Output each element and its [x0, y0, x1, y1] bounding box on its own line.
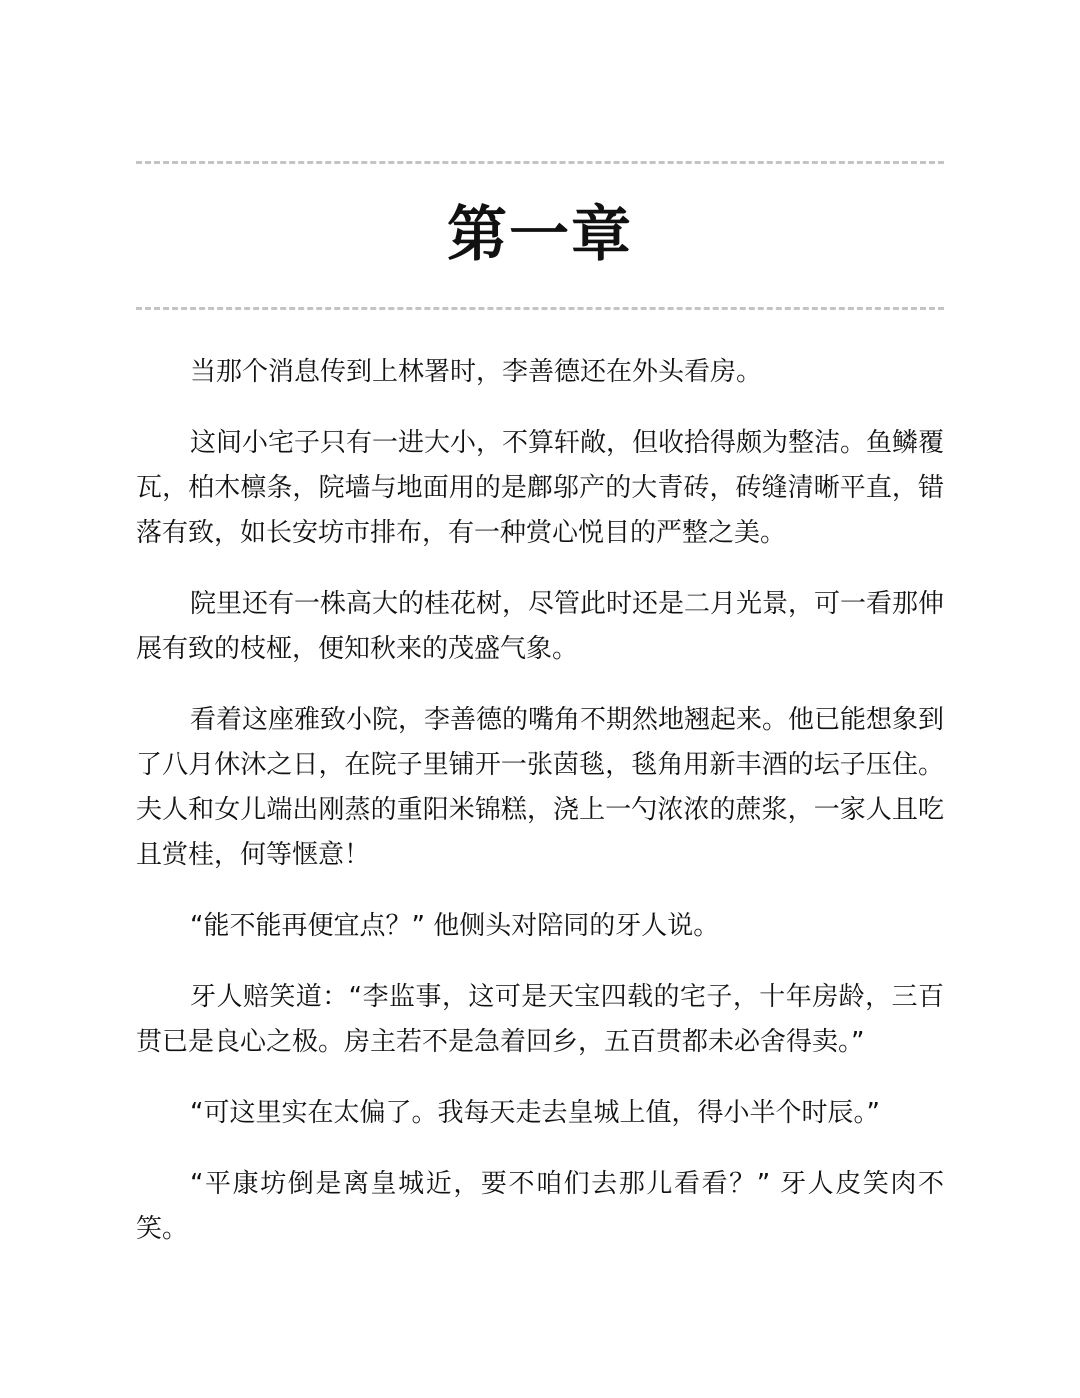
chapter-title: 第一章: [447, 200, 633, 270]
chapter-body: [136, 350, 944, 1278]
paragraph: “可这里实在太偏了。我每天走去皇城上值，得小半个时辰。”: [190, 1098, 880, 1128]
paragraph: “能不能再便宜点？” 他侧头对陪同的牙人说。: [190, 911, 720, 941]
paragraph: 院里还有一株高大的桂花树，尽管此时还是二月光景，可一看那伸展有致的枝桠，便知秋来的茂盛气象。: [136, 589, 945, 664]
bottom-dashed-divider: [136, 307, 944, 310]
paragraph: 看着这座雅致小院，李善德的嘴角不期然地翘起来。他已能想象到了八月休沐之日，在院子里铺开一张茵毯，毯角用新丰酒的坛子压住。夫人和女儿端出刚蒸的重阳米锦糕，浇上一勺浓浓的蔗浆，一家人且吃且赏桂，何等惬意！: [136, 705, 945, 870]
top-dashed-divider: [136, 161, 944, 164]
paragraph: 这间小宅子只有一进大小，不算轩敞，但收拾得颇为整洁。鱼鳞覆瓦，柏木檩条，院墙与地面用的是鄜邬产的大青砖，砖缝清晰平直，错落有致，如长安坊市排布，有一种赏心悦目的严整之美。: [136, 428, 945, 548]
paragraph: 牙人赔笑道：“李监事，这可是天宝四载的宅子，十年房龄，三百贯已是良心之极。房主若不是急着回乡，五百贯都未必舍得卖。”: [136, 982, 944, 1057]
paragraph: “平康坊倒是离皇城近，要不咱们去那儿看看？” 牙人皮笑肉不笑。: [136, 1169, 944, 1244]
paragraph: 当那个消息传到上林署时，李善德还在外头看房。: [190, 357, 763, 387]
